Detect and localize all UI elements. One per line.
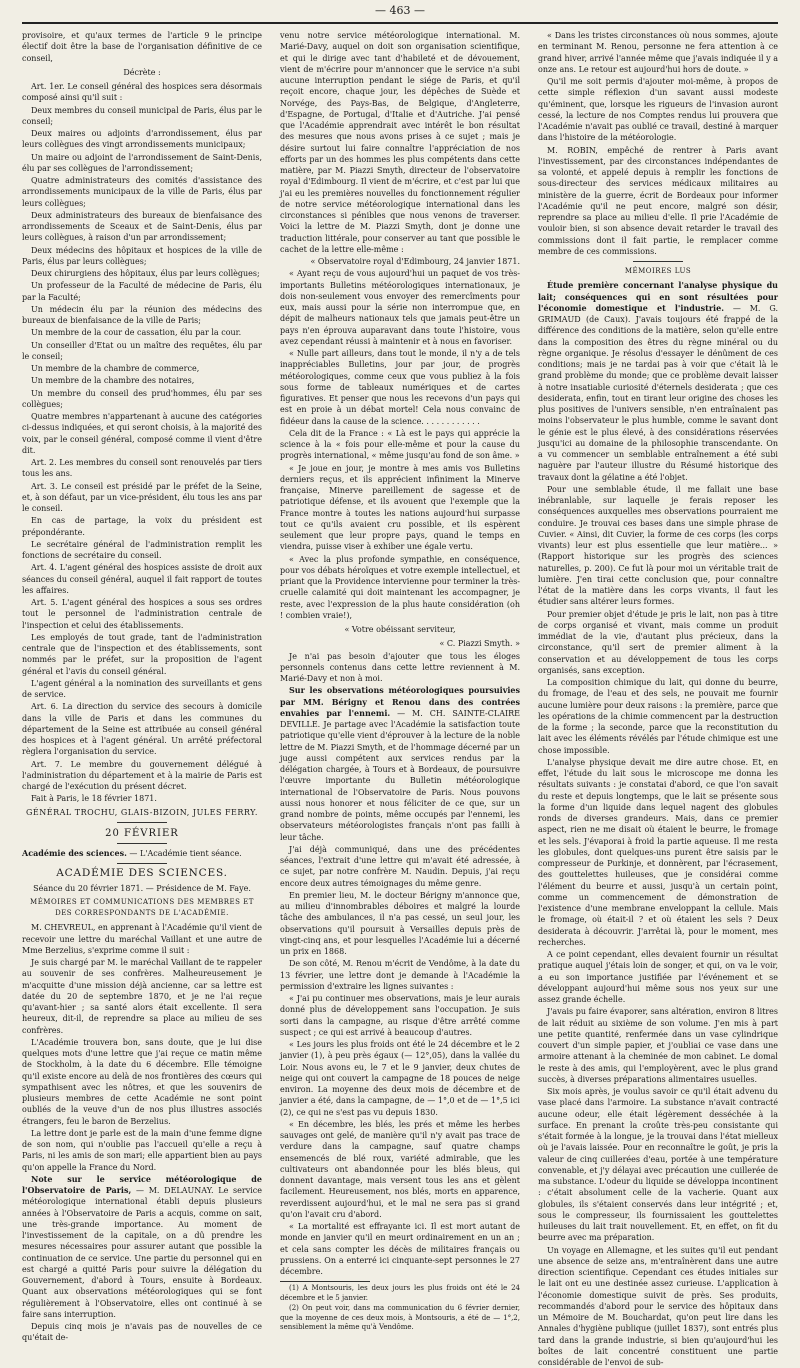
deville-note (280, 685, 520, 843)
letter-p4: « Je joue en jour, je montre à mes amis vos Bulletins derniers reçus, et ils apprécient infiniment la Minerve française, Minerve pareillement de sagesse et de patriotique défense, et ils avouent que l'exemple que la France montre à toutes les nations aujourd'hui surpasse tout ce qu'ils avaient cru possible, et ils espèrent seulement que leur propre pays, quand le temps en viendra, puisse viser à exhiber une égale vertu. (280, 463, 520, 553)
article-7: Art. 7. Le membre du gouvernement délégué à l'administration du département et à la mairie de Paris est chargé de l'exécution du présent décret. (22, 759, 262, 793)
list-item: Un membre de la cour de cassation, élu par la cour. (22, 327, 262, 338)
article-4: Art. 4. L'agent général des hospices assiste de droit aux séances du conseil général, auquel il fait rapport de toutes les affaires. (22, 562, 262, 596)
letter-p5: « Avec la plus profonde sympathie, en conséquence, pour vos débats héroïques et votre exemple intellectuel, et priant que la Providence intervienne pour terminer la très-cruelle calamité qui doit maintenant les accompagner, je reste, avec l'expression de la plus haute considération (oh ! combien vraie!), (280, 554, 520, 622)
date-heading: 20 FÉVRIER (22, 828, 262, 839)
letter-p1: « Ayant reçu de vous aujourd'hui un paquet de vos très-importants Bulletins météorologiques internationaux, je dois non-seulement vous envoyer des remercîments pour eux, mais aussi pour la série non interrompue que, en dépit de malheurs nationaux tels que jamais peut-être un pays n'en éprouva auparavant dans toute l'histoire, vous avez cependant réussi à maintenir et à nous en favoriser. (280, 268, 520, 347)
memoires-heading: MÉMOIRES ET COMMUNICATIONS DES MEMBRES ET DES CORRESPONDANTS DE L'ACADÉMIE. (22, 897, 262, 920)
grimaud-p10: Six mois après, je voulus savoir ce qu'il était advenu du vase placé dans l'armoire. La substance n'avait contracté aucune odeur, elle était légèrement desséchée à la surface. En prenant la croûte très-peu consistante qui s'était formée à la longue, je la trouvai dans l'état mielleux où je l'avais laissée. Pour en reconnaître le goût, je pris la valeur de cinq cuillerées d'eau, portée à une température convenable, et j'y délayai avec précaution une cuillerée de ma substance. L'odeur du liquide se développa incontinent : c'était absolument celle de la vacherie. Quant aux globules, ils s'étaient conservés dans leur intégrité ; et, sous le compresseur, ils fournissaient les gouttelettes huileuses du lait trait nouvellement. Et, en effet, on fit du beurre avec ma préparation. (538, 1086, 778, 1244)
grimaud-p7: L'analyse physique devait me dire autre chose. Et, en effet, l'étude du lait sous le microscope me donna les résultats suivants : je constatai d'abord, ce que l'on savait du reste et depuis longtemps, que le lait se présente sous la forme d'un liquide dans lequel nagent des globules ronds de diverses grandeurs. Mais, dans ce premier aspect, rien ne me disait où étaient le beurre, le fromage et les sels. J'évaporai à froid la partie aqueuse. Il me resta les globules, dont quelques-uns purent être saisis par le compresseur de Purkinje, et donnèrent, par l'écrasement, des gouttelettes huileuses, que je considérai comme l'élément du beurre et aussi, jusqu'à un certain point, comme un commencement de démonstration de l'existence d'une membrane enveloppant la cellule. Mais le fromage, où était-il ? et où étaient les sels ? Deux desiderata à découvrir. J'arrêtai là, pour le moment, mes recherches. (538, 757, 778, 948)
delaunay-note-p2: Depuis cinq mois je n'avais pas de nouvelles de ce qu'était de- (22, 1321, 262, 1344)
letter-p2: « Nulle part ailleurs, dans tout le monde, il n'y a de tels inappréciables Bulletins, jour par jour, de progrès météorologiques, comme ceux que vous publiez à la fois sous forme de tableaux numériques et de cartes figuratives. Et penser que nous les recevons d'un pays qui est en proie à un débat mortel! Cela nous convainc de fidéeur dans la cause de la science. . . . . . . . . . . . (280, 348, 520, 427)
decree-signatures: GÉNÉRAL TROCHU, GLAIS-BIZOIN, JULES FERRY. (22, 807, 262, 818)
grimaud-p9: J'avais pu faire évaporer, sans altération, environ 8 litres de lait réduit au sixième de son volume. J'en mis à part une petite quantité, renfermée dans un vase cylindrique couvert d'un simple papier, et j'oubliai ce vase dans une armoire attenant à la cheminée de mon cabinet. Le domal le reste à des amis, qui l'employèrent, avec le plus grand succès, à diverses préparations alimentaires usuelles. (538, 1006, 778, 1085)
academy-summary (22, 848, 262, 859)
list-item: Quatre membres n'appartenant à aucune des catégories ci-dessus indiquées, et qui seront choisis, à la majorité des voix, par le conseil général, composé comme il vient d'être dit. (22, 411, 262, 456)
deville-p3: J'ai déjà communiqué, dans une des précédentes séances, l'extrait d'une lettre qui m'avait été adressée, à ce sujet, par notre confrère M. Naudin. Depuis, j'ai reçu encore deux autres témoignages du même genre. (280, 844, 520, 889)
letter-closing: « Votre obéissant serviteur, (280, 624, 520, 635)
letter-dateline: « Observatoire royal d'Edimbourg, 24 janvier 1871. (280, 256, 520, 267)
deville-note-author: — M. CH. SAINTE-CLAIRE DEVILLE. (280, 709, 520, 729)
list-item: Un membre de la chambre de commerce, (22, 363, 262, 374)
renou-quote-3: « En décembre, les blés, les prés et même les herbes sauvages ont gelé, de manière qu'il n'y avait pas trace de verdure dans la campagne, sauf quatre champs ensemencés de blé roux, variété admirable, que les cultivateurs ont abandonnée pour les blés bleus, qui donnent davantage, mais versent tous les ans et gèlent facilement. Heureusement, nos blés, morts en apparence, reverdissent aujourd'hui, et le mal ne sera pas si grand qu'on l'avait cru d'abord. (280, 1119, 520, 1220)
article-5-b: Les employés de tout grade, tant de l'administration centrale que de l'inspection et des établissements, sont nommés par le préfet, sur la proposition de l'agent général et l'avis du conseil général. (22, 632, 262, 677)
delaunay-note (22, 1174, 262, 1320)
academy-title: ACADÉMIE DES SCIENCES. (22, 868, 262, 879)
list-item: Deux chirurgiens des hôpitaux, élus par leurs collègues; (22, 268, 262, 279)
deville-remark: Qu'il me soit permis d'ajouter moi-même, à propos de cette simple réflexion d'un savant aussi modeste qu'éminent, que, lorsque les rigueurs de l'invasion auront cessé, la lecture de nos Comptes rendus lui prouvera que l'Académie n'avait pas oublié ce travail, destiné à marquer dans l'histoire de la météorologie. (538, 76, 778, 144)
article-3: Art. 3. Le conseil est présidé par le préfet de la Seine, et, à son défaut, par un vice-président, élu tous les ans par le conseil. (22, 481, 262, 515)
grimaud-p11: Un voyage en Allemagne, et les suites qu'il eut pendant une absence de seize ans, m'entraînèrent dans une autre direction scientifique. Cependant ces études initiales sur le lait ont eu une destinée assez curieuse. L'application à l'économie domestique suivit de près. Ses produits, recommandés d'abord pour le service des hôpitaux dans un Mémoire de M. Bouchardat, qu'on peut lire dans les Annales d'hygiène publique (juillet 1837), sont entrés plus tard dans la grande industrie, si bien qu'aujourd'hui les boîtes de lait concentré constituent une partie considérable de l'envoi de sub- (538, 1245, 778, 1368)
delaunay-note-text: Le service météorologique international établi depuis plusieurs années à l'Observatoire de Paris a acquis, comme on sait, une très-grande importance. Au moment de l'investissement de la capitale, on a dû prendre les mesures nécessaires pour assurer autant que possible la continuation de ce service. Une partie du personnel qui en est chargé a quitté Paris pour suivre la délégation du Gouvernement, d'abord à Tours, ensuite à Bordeaux. Quant aux observations météorologiques qui se font régulièrement à l'Observatoire, elles ont continué à se faire sans interruption. (22, 1186, 262, 1319)
grimaud-p6: La composition chimique du lait, qui donne du beurre, du fromage, de l'eau et des sels, ne pouvait me fournir aucune lumière pour deux raisons : la première, parce que les opérations de la chimie commencent par la destruction de la forme ; la seconde, parce que la reconstitution du lait avec les éléments révélés par l'étude chimique est une chose impossible. (538, 677, 778, 756)
letter-p3: Cela dit de la France : « Là est le pays qui apprécie la science à la « fois pour elle-même et pour la cause du progrès international, « même jusqu'au fond de son âme. » (280, 428, 520, 462)
renou-quote-2: « Les jours les plus froids ont été le 24 décembre et le 2 janvier (1), à peu près égaux (— 12°,05), dans la vallée du Loir. Nous avons eu, le 7 et le 9 janvier, deux chutes de neige qui ont couvert la campagne de 18 pouces de neige environ. La moyenne des deux mois de décembre et de janvier a été, dans la campagne, de — 1°,0 et de — 1°,5 ici (2), ce qui ne s'est pas vu depuis 1830. (280, 1039, 520, 1118)
delaunay-conclusion: Je n'ai pas besoin d'ajouter que tous les éloges personnels contenus dans cette lettre reviennent à M. Marié-Davy et non à moi. (280, 651, 520, 685)
grimaud-memoir-author: — M. G. GRIMAUD (de Caux). (538, 304, 778, 324)
column-1 (22, 30, 262, 1160)
renou-quote-1: « J'ai pu continuer mes observations, mais je leur aurais donné plus de développement sans l'occupation. Je suis sorti dans la campagne, au risque d'être arrêté comme suspect ; ce qui est arrivé à beaucoup d'autres. (280, 993, 520, 1038)
column-2 (280, 30, 520, 1160)
list-item: Deux maires ou adjoints d'arrondissement, élus par leurs collègues des vingt arrondissements municipaux; (22, 128, 262, 151)
column-3 (538, 30, 778, 1160)
chevreul-p4: La lettre dont je parle est de la main d'une femme digne de son nom, qui n'oublie pas l'accueil qu'elle a reçu à Paris, ni les amis de son mari; elle appartient bien au pays qu'on appelle la France du Nord. (22, 1128, 262, 1173)
list-item: Deux administrateurs des bureaux de bienfaisance des arrondissements de Sceaux et de Saint-Denis, élus par leurs collègues, à raison d'un par arrondissement; (22, 210, 262, 244)
delaunay-continued: venu notre service météorologique international. M. Marié-Davy, auquel on doit son organisation scientifique, et qui le dirige avec tant d'habileté et de dévouement, vient de m'écrire pour m'annoncer que le service n'a subi aucune interruption pendant le siége de Paris, et qu'il reçoit encore, chaque jour, les dépêches de Suède et Norvége, des Pays-Bas, de Belgique, d'Angleterre, d'Espagne, de Portugal, d'Italie et d'Autriche. J'ai pensé que l'Académie apprendrait avec intérêt le bon résultat des mesures que nous avons prises à ce sujet ; mais je désire surtout lui faire connaître l'appréciation de nos efforts par un des hommes les plus compétents dans cette matière, par M. Piazzi Smyth, directeur de l'observatoire royal d'Edimbourg. Il vient de m'écrire, et c'est par lui que j'ai eu les premières nouvelles du fonctionnement régulier de notre service météorologique international dans les circonstances si pénibles que nous venons de traverser. Voici la lettre de M. Piazzi Smyth, dont je donne une traduction littérale, pour conserver au tant que possible le cachet de la lettre elle-même : (280, 30, 520, 255)
article-5: Art. 5. L'agent général des hospices a sous ses ordres tout le personnel de l'administration centrale de l'inspection et celui des établissements. (22, 597, 262, 631)
letter-signature: « C. Piazzi Smyth. » (280, 638, 520, 649)
divider (633, 261, 683, 262)
footnote-2: (2) On peut voir, dans ma communication du 6 février dernier, que la moyenne de ces deux mois, à Montsouris, a été de — 1°,2, sensiblement la même qu'à Vendôme. (280, 1304, 520, 1333)
grimaud-memoir (538, 280, 778, 483)
deville-note-text: Je partage avec l'Académie la satisfaction toute patriotique qu'elle vient d'éprouver à la lecture de la noble lettre de M. Piazzi Smyth, et de l'hommage décerné par un juge aussi compétent aux services rendus par la délégation chargée, à Tours et à Bordeaux, de poursuivre l'œuvre importante du Bulletin météorologique international de l'Observatoire de Paris. Nous pouvons aussi nous honorer et nous féliciter de ce que, sur un grand nombre de points, même occupés par l'ennemi, les observateurs météorologistes français n'ont pas failli à leur tâche. (280, 720, 520, 842)
article-3-c: Le secrétaire général de l'administration remplit les fonctions de secrétaire du conseil. (22, 539, 262, 562)
robin-paragraph: M. ROBIN, empêché de rentrer à Paris avant l'investissement, par des circonstances indépendantes de sa volonté, et appelé depuis à remplir les fonctions de sous-directeur des services médicaux militaires au ministère de la guerre, écrit de Bordeaux pour informer l'Académie qu'il ne peut encore, malgré son désir, reprendre sa place au milieu d'elle. Il prie l'Académie de vouloir bien, si son absence devait retarder le travail des commissions dont il fait partie, le remplacer comme membre de ces commissions. (538, 145, 778, 258)
delaunay-note-author: — M. DELAUNAY. (131, 1186, 213, 1195)
grimaud-memoir-text: J'avais toujours été frappé de la différence des conditions de la matière, selon qu'elle entre dans la composition des êtres du règne minéral ou du règne organique. Je résolus d'essayer le dénûment de ces conditions; mais je ne tardai pas à voir que c'était là le grand problème du monde; que ce problème devait laisser à notre insatiable curiosité d'éternels desiderata ; que ces desiderata, enfin, tout en tirant leur origine des choses les plus positives de l'univers sensible, n'en entraînaient pas moins l'observateur le plus humble, comme le savant dont le génie est le plus élevé, à des considérations réservées jusqu'ici au domaine de la philosophie transcendante. On a vu commencer un semblable entraînement a été subi naguère par l'auteur illustre du Résumé historique des travaux dont la gélatine a été l'objet. (538, 315, 778, 482)
divider (117, 822, 167, 823)
renou-quote-4: « La mortalité est effrayante ici. Il est mort autant de monde en janvier qu'il en meurt ordinairement en un an ; et cela sans compter les décès de militaires français ou prussiens. On a enterré ici cinquante-sept personnes le 27 décembre. (280, 1221, 520, 1277)
footnote-rule (280, 1281, 370, 1282)
article-6: Art. 6. La direction du service des secours à domicile dans la ville de Paris et dans les communes du département de la Seine est attribuée au conseil général des hospices et à l'agent général. Un arrêté préfectoral règlera l'organisation du service. (22, 701, 262, 757)
list-item: Un membre de la chambre des notaires, (22, 375, 262, 386)
delaunay-note-title: Note sur le service météorologique de l'Observatoire de Paris, (22, 1174, 262, 1195)
article-3-b: En cas de partage, la voix du président est prépondérante. (22, 515, 262, 538)
header-rule (22, 22, 778, 24)
decree-heading: Décrète : (22, 67, 262, 78)
deville-p4: En premier lieu, M. le docteur Bérigny m'annonce que, au milieu d'innombrables déboires et malgré la lourde tâche des ambulances, il n'a pas cessé, un seul jour, les observations qu'il poursuit à Versailles depuis près de vingt-cinq ans, et pour lesquelles l'Académie lui a décerné un prix en 1868. (280, 890, 520, 958)
list-item: Quatre administrateurs des comités d'assistance des arrondissements municipaux de la ville de Paris, élus par leurs collègues; (22, 175, 262, 209)
academy-summary-text: — L'Académie tient séance. (127, 849, 242, 858)
deville-note-title: Sur les observations météorologiques poursuivies par MM. Bérigny et Renou dans des contrées envahies par l'ennemi. (280, 685, 520, 718)
list-item: Un professeur de la Faculté de médecine de Paris, élu par la Faculté; (22, 280, 262, 303)
renou-closing: « Dans les tristes circonstances où nous sommes, ajoute en terminant M. Renou, personne ne fera attention à ce grand hiver, arrivé l'année même que j'avais indiquée il y a onze ans. Le retour est aujourd'hui hors de doute. » (538, 30, 778, 75)
page-number: — 463 — (0, 4, 800, 17)
article-2: Art. 2. Les membres du conseil sont renouvelés par tiers tous les ans. (22, 457, 262, 480)
list-item: Deux membres du conseil municipal de Paris, élus par le conseil; (22, 105, 262, 128)
decree-date: Fait à Paris, le 18 février 1871. (22, 793, 262, 804)
academy-summary-title: Académie des sciences. (22, 848, 127, 858)
session-line: Séance du 20 février 1871. — Présidence de M. Faye. (22, 883, 262, 894)
list-item: Un membre du conseil des prud'hommes, élu par ses collègues; (22, 388, 262, 411)
list-item: Deux médecins des hôpitaux et hospices de la ville de Paris, élus par leurs collègues; (22, 245, 262, 268)
grimaud-p4: Pour une semblable étude, il me fallait une base inébranlable, sur laquelle je ferais reposer les conséquences auxquelles mes observations pourraient me conduire. Je trouvai ces bases dans une simple phrase de Cuvier. « Ainsi, dit Cuvier, la forme de ces corps (les corps vivants) leur est plus essentielle que leur matière... » (Rapport historique sur les progrès des sciences naturelles, p. 200). Ce fut là pour moi un véritable trait de lumière. J'en tirai cette conclusion que, pour connaître l'état de la matière dans les corps vivants, il faut les étudier sans altérer leurs formes. (538, 484, 778, 608)
chevreul-intro: M. CHEVREUL, en apprenant à l'Académie qu'il vient de recevoir une lettre du maréchal Vaillant et une autre de Mme Berzelius, s'exprime comme il suit : (22, 922, 262, 956)
memoires-lus-heading: MÉMOIRES LUS (538, 266, 778, 277)
grimaud-p8: A ce point cependant, elles devaient fournir un résultat pratique auquel j'étais loin de songer, et qui, on va le voir, a eu son importance justifiée par l'événement et se développant aujourd'hui même sous nos yeux sur une assez grande échelle. (538, 949, 778, 1005)
footnote-1: (1) A Montsouris, les deux jours les plus froids ont été le 24 décembre et le 5 janvier. (280, 1284, 520, 1303)
grimaud-memoir-title: Étude première concernant l'analyse physique du lait; conséquences qui en sont résultées pour l'économie domestique et l'industrie. (538, 280, 778, 313)
divider (117, 843, 167, 844)
chevreul-p2: Je suis chargé par M. le maréchal Vaillant de te rappeler au souvenir de ses confrères. Malheureusement je m'acquitte d'une mission déjà ancienne, car sa lettre est datée du 20 de septembre 1870, et je ne l'ai reçue qu'avant-hier ; sa santé alors était excellente. Il sera heureux, dit-il, de reprendre sa place au milieu de ses confrères. (22, 957, 262, 1036)
decree-preamble: provisoire, et qu'aux termes de l'article 9 le principe électif doit être la base de l'organisation définitive de ce conseil, (22, 30, 262, 64)
list-item: Un conseiller d'Etat ou un maître des requêtes, élu par le conseil; (22, 340, 262, 363)
divider (117, 863, 167, 864)
article-5-c: L'agent général a la nomination des surveillants et gens de service. (22, 678, 262, 701)
list-item: Un maire ou adjoint de l'arrondissement de Saint-Denis, élu par ses collègues de l'arrondissement; (22, 152, 262, 175)
deville-p5: De son côté, M. Renou m'écrit de Vendôme, à la date du 13 février, une lettre dont je demande à l'Académie la permission d'extraire les lignes suivantes : (280, 958, 520, 992)
article-1: Art. 1er. Le conseil général des hospices sera désormais composé ainsi qu'il suit : (22, 81, 262, 104)
list-item: Un médecin élu par la réunion des médecins des bureaux de bienfaisance de la ville de Paris; (22, 304, 262, 327)
chevreul-p3: L'Académie trouvera bon, sans doute, que je lui dise quelques mots d'une lettre que j'ai reçue ce matin même de Stockholm, à la date du 6 décembre. Elle témoigne qu'il existe encore au delà de nos frontières des cœurs qui sympathisent avec les nôtres, et que les souvenirs de plusieurs membres de cette Académie ne sont point oubliés de la veuve d'un de nos plus illustres associés étrangers, feu le baron de Berzelius. (22, 1037, 262, 1127)
grimaud-p5: Pour premier objet d'étude je pris le lait, non pas à titre de corps organisé et vivant, mais comme un produit immédiat de la vie, d'autant plus précieux, dans la circonstance, qu'il sert de premier aliment à la conservation et au développement de tous les corps organisés, sans exception. (538, 609, 778, 677)
